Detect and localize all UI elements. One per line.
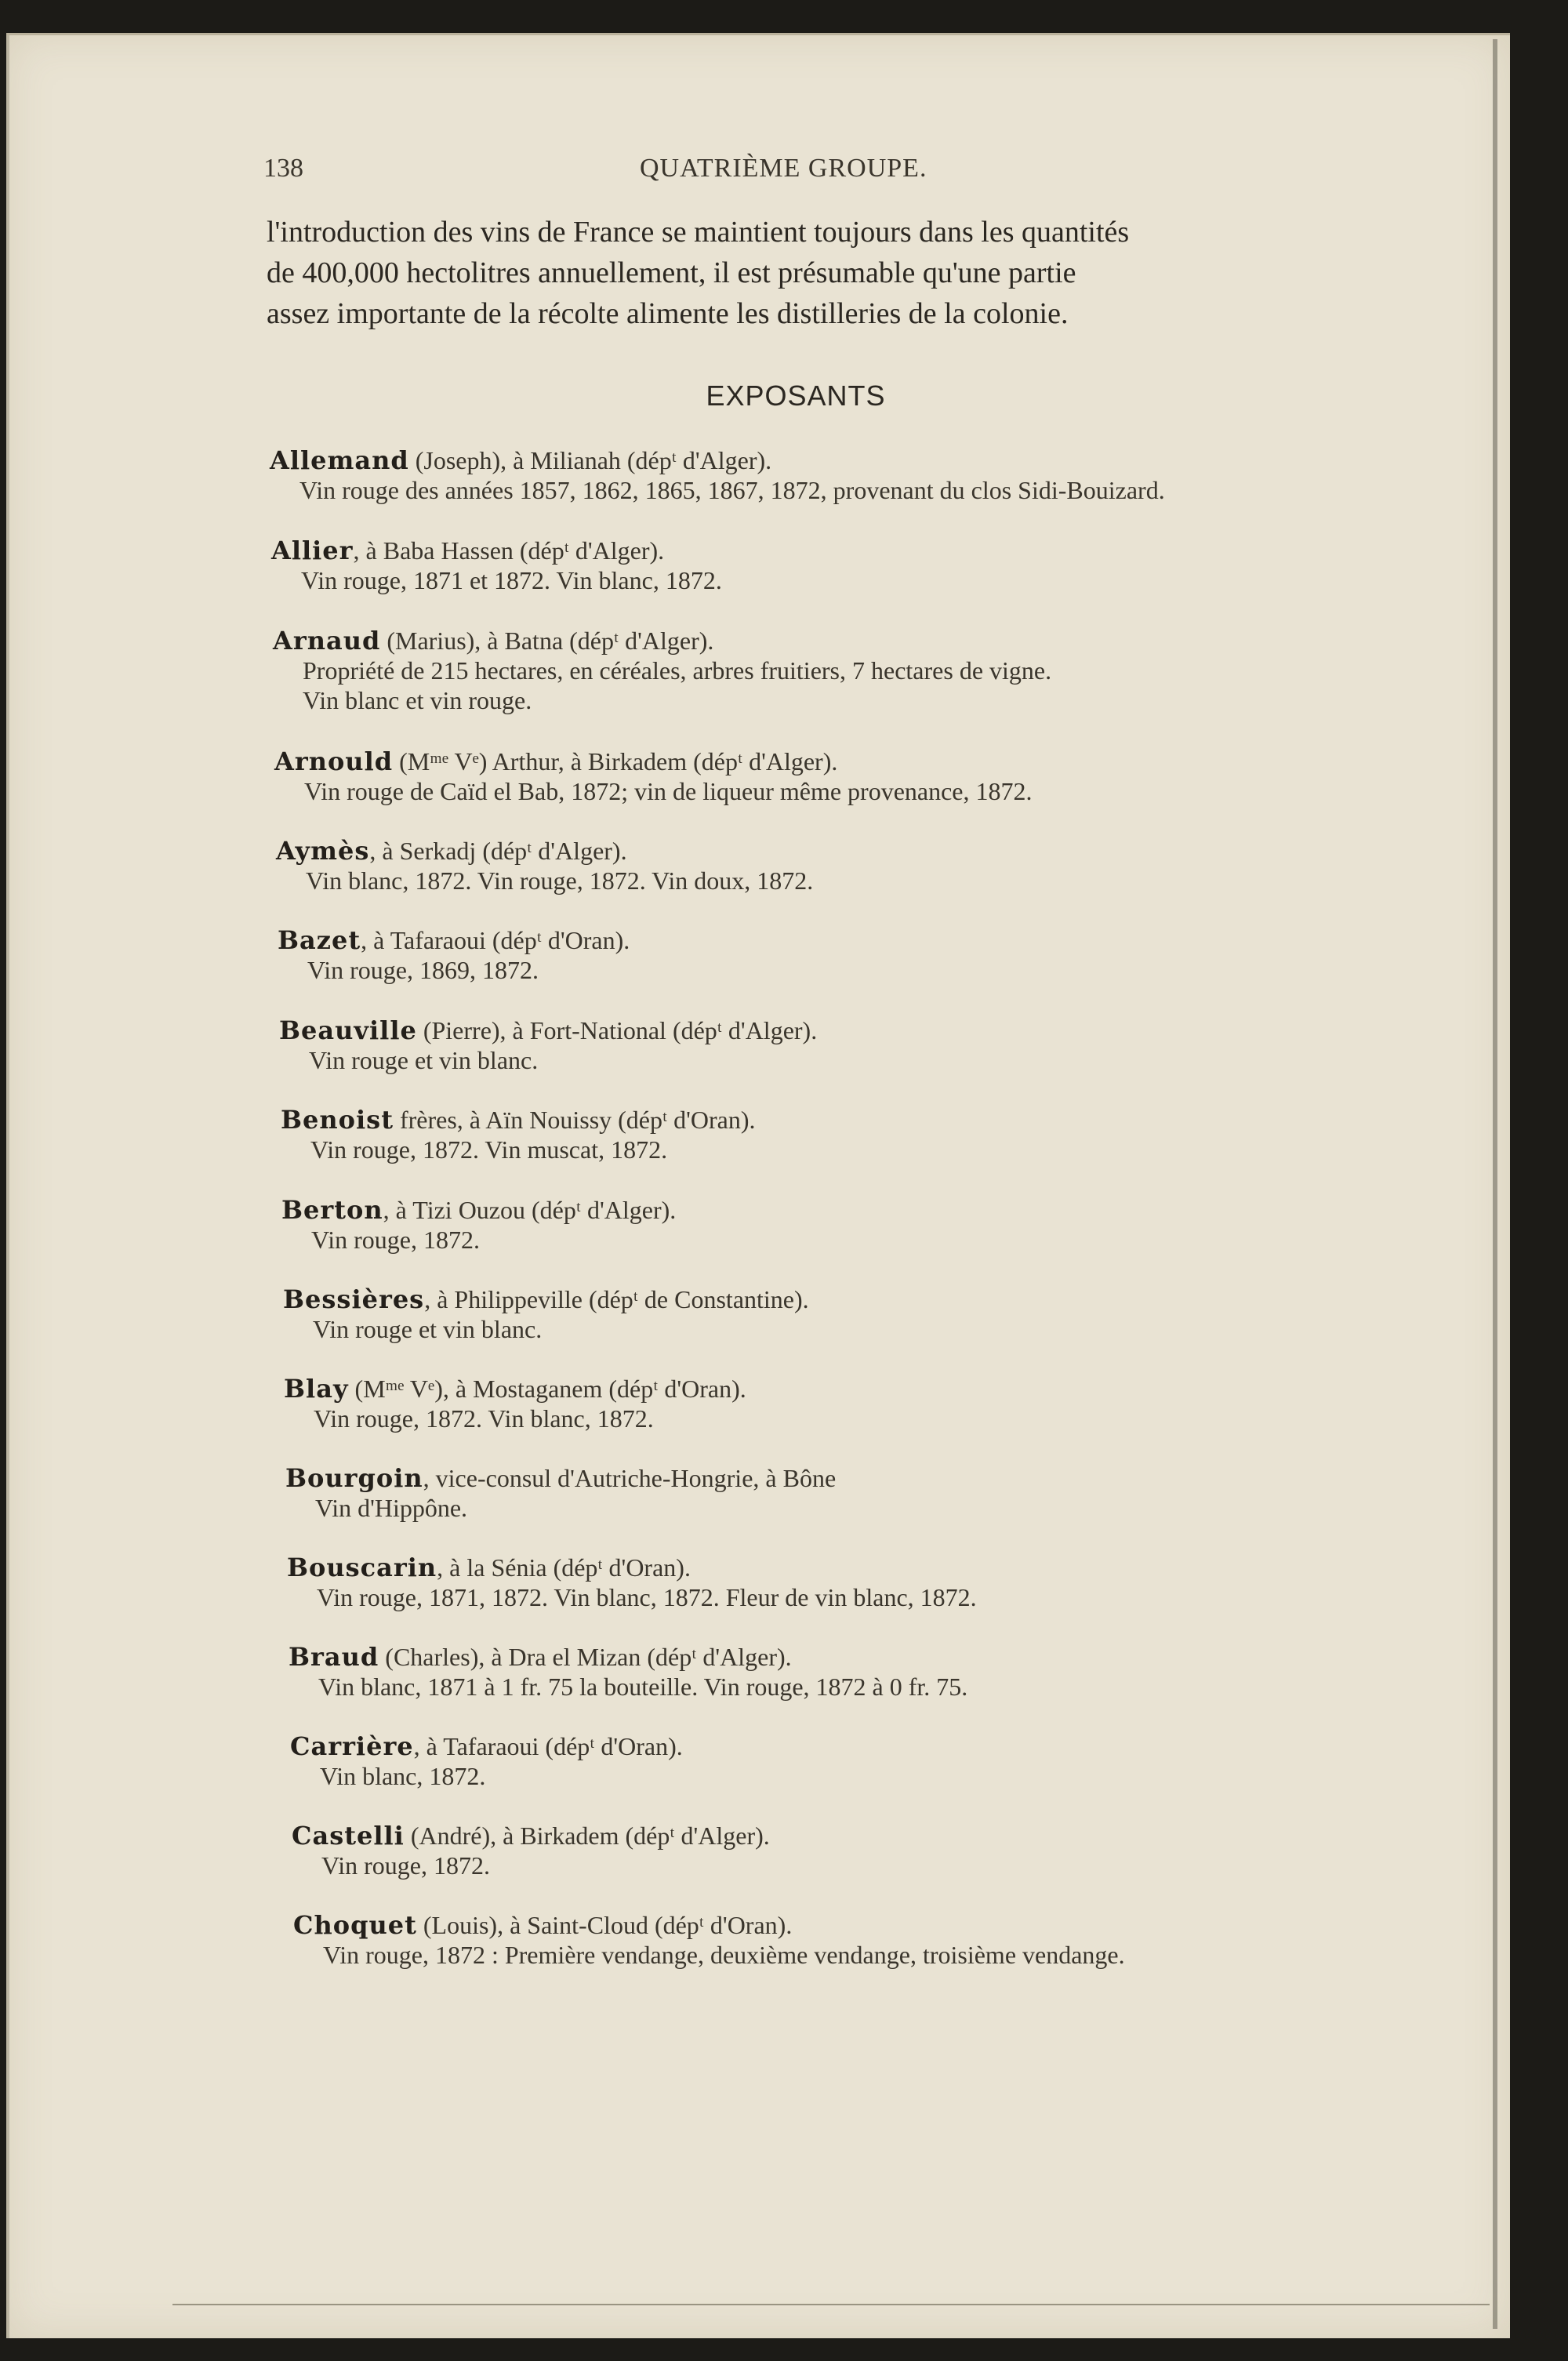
exhibitor-details: , à Baba Hassen (dépᵗ d'Alger). <box>353 536 665 565</box>
exhibitor-description: Vin blanc, 1872. Vin rouge, 1872. Vin doux, 1872. <box>306 866 814 895</box>
exhibitor-name: Benoist <box>281 1105 394 1135</box>
exhibitor-description: Vin rouge, 1872. Vin blanc, 1872. <box>314 1404 654 1433</box>
exhibitor-name: Berton <box>281 1195 383 1225</box>
exhibitor-name: Blay <box>284 1374 349 1404</box>
intro-line: de 400,000 hectolitres annuellement, il est présumable qu'une partie <box>267 256 1076 289</box>
exhibitor-description: Vin rouge et vin blanc. <box>309 1046 539 1074</box>
running-title: QUATRIÈME GROUPE. <box>640 154 927 183</box>
exhibitor-entry <box>289 1642 1568 1702</box>
exhibitor-description: Vin blanc, 1871 à 1 fr. 75 la bouteille. Vin rouge, 1872 à 0 fr. 75. <box>318 1673 968 1701</box>
exhibitor-details: , à Tafaraoui (dépᵗ d'Oran). <box>361 926 630 954</box>
exhibitor-details: (Mᵐᵉ Vᵉ), à Mostaganem (dépᵗ d'Oran). <box>348 1375 746 1403</box>
exhibitor-entry <box>270 445 1568 505</box>
exhibitor-name: Arnould <box>274 746 394 776</box>
exhibitor-details: (Pierre), à Fort-National (dépᵗ d'Alger). <box>416 1016 818 1044</box>
exhibitor-details: , à Philippeville (dépᵗ de Constantine). <box>424 1285 809 1313</box>
exhibitor-description: Vin rouge, 1872. <box>311 1226 480 1254</box>
exhibitor-details: (Marius), à Batna (dépᵗ d'Alger). <box>380 627 714 655</box>
exhibitor-description: Vin d'Hippône. <box>315 1494 468 1522</box>
page-edge-left <box>6 33 9 2338</box>
intro-line: l'introduction des vins de France se maintient toujours dans les quantités <box>267 216 1130 249</box>
exhibitor-details: (Louis), à Saint-Cloud (dépᵗ d'Oran). <box>416 1911 793 1939</box>
exhibitor-description: Vin rouge, 1871, 1872. Vin blanc, 1872. Fleur de vin blanc, 1872. <box>317 1583 977 1611</box>
exhibitor-details: , vice-consul d'Autriche-Hongrie, à Bône <box>423 1464 837 1492</box>
page-edge-top <box>6 33 1510 35</box>
exhibitor-details: (Mᵐᵉ Vᵉ) Arthur, à Birkadem (dépᵗ d'Alger). <box>393 747 838 775</box>
exhibitor-details: (Charles), à Dra el Mizan (dépᵗ d'Alger). <box>379 1643 792 1671</box>
exhibitor-details: , à Serkadj (dépᵗ d'Alger). <box>369 837 627 865</box>
book-page <box>6 33 1510 2338</box>
intro-line: assez importante de la récolte alimente les distilleries de la colonie. <box>267 297 1069 330</box>
exhibitor-name: Braud <box>289 1642 379 1672</box>
exhibitor-name: Arnaud <box>273 626 381 656</box>
exhibitor-entry <box>274 746 1568 806</box>
page-number: 138 <box>263 154 303 183</box>
exhibitor-entry <box>292 1821 1568 1880</box>
exhibitor-entry <box>281 1105 1568 1164</box>
exhibitor-name: Choquet <box>293 1910 417 1940</box>
exhibitor-details: , à Tizi Ouzou (dépᵗ d'Alger). <box>383 1196 677 1224</box>
exhibitor-description: Vin rouge et vin blanc. <box>313 1315 543 1343</box>
exhibitor-description: Vin rouge de Caïd el Bab, 1872; vin de liqueur même provenance, 1872. <box>304 777 1033 805</box>
exhibitor-entry <box>284 1374 1568 1433</box>
exhibitor-entry <box>273 626 1568 715</box>
exhibitor-name: Aymès <box>276 836 370 866</box>
exhibitor-name: Bouscarin <box>287 1553 437 1582</box>
exhibitor-description: Vin rouge, 1872. Vin muscat, 1872. <box>310 1135 668 1164</box>
exhibitor-description: Vin rouge des années 1857, 1862, 1865, 1867, 1872, provenant du clos Sidi-Bouizard. <box>299 476 1165 504</box>
exhibitor-details: , à la Sénia (dépᵗ d'Oran). <box>437 1553 691 1582</box>
exhibitor-entry <box>283 1284 1568 1344</box>
exhibitor-description: Vin rouge, 1869, 1872. <box>307 956 539 984</box>
exhibitor-details: (Joseph), à Milianah (dépᵗ d'Alger). <box>408 446 772 474</box>
exhibitor-description: Vin blanc et vin rouge. <box>303 686 532 714</box>
exhibitor-details: frères, à Aïn Nouissy (dépᵗ d'Oran). <box>393 1106 756 1134</box>
exhibitor-entry <box>290 1731 1568 1791</box>
bottom-rule <box>172 2304 1490 2305</box>
exhibitor-details: (André), à Birkadem (dépᵗ d'Alger). <box>404 1822 770 1850</box>
exhibitor-description: Vin rouge, 1871 et 1872. Vin blanc, 1872. <box>301 566 722 594</box>
exhibitor-entry <box>278 925 1568 985</box>
exhibitor-name: Beauville <box>279 1015 417 1045</box>
exhibitor-description: Vin rouge, 1872. <box>321 1851 490 1880</box>
exhibitor-entry <box>293 1910 1568 1970</box>
exhibitor-entry <box>279 1015 1568 1075</box>
section-title: EXPOSANTS <box>706 380 886 412</box>
exhibitor-name: Allemand <box>270 445 409 475</box>
exhibitor-name: Castelli <box>292 1821 405 1851</box>
exhibitor-name: Carrière <box>290 1731 414 1761</box>
running-head <box>263 154 1314 193</box>
exhibitor-details: , à Tafaraoui (dépᵗ d'Oran). <box>413 1732 683 1760</box>
exhibitor-entry <box>271 536 1568 595</box>
exhibitor-description: Propriété de 215 hectares, en céréales, arbres fruitiers, 7 hectares de vigne. <box>303 656 1052 685</box>
exhibitor-name: Bessières <box>283 1284 425 1314</box>
exhibitor-entry <box>287 1553 1568 1612</box>
intro-paragraph <box>267 212 1317 334</box>
exhibitor-entry <box>281 1195 1568 1255</box>
exhibitor-description: Vin rouge, 1872 : Première vendange, deuxième vendange, troisième vendange. <box>323 1941 1125 1969</box>
exhibitor-entry <box>285 1463 1568 1523</box>
exhibitor-description: Vin blanc, 1872. <box>320 1762 486 1790</box>
exhibitor-entry <box>276 836 1568 895</box>
exhibitor-name: Bourgoin <box>285 1463 423 1493</box>
exhibitor-name: Bazet <box>278 925 361 955</box>
exhibitor-name: Allier <box>271 536 354 565</box>
